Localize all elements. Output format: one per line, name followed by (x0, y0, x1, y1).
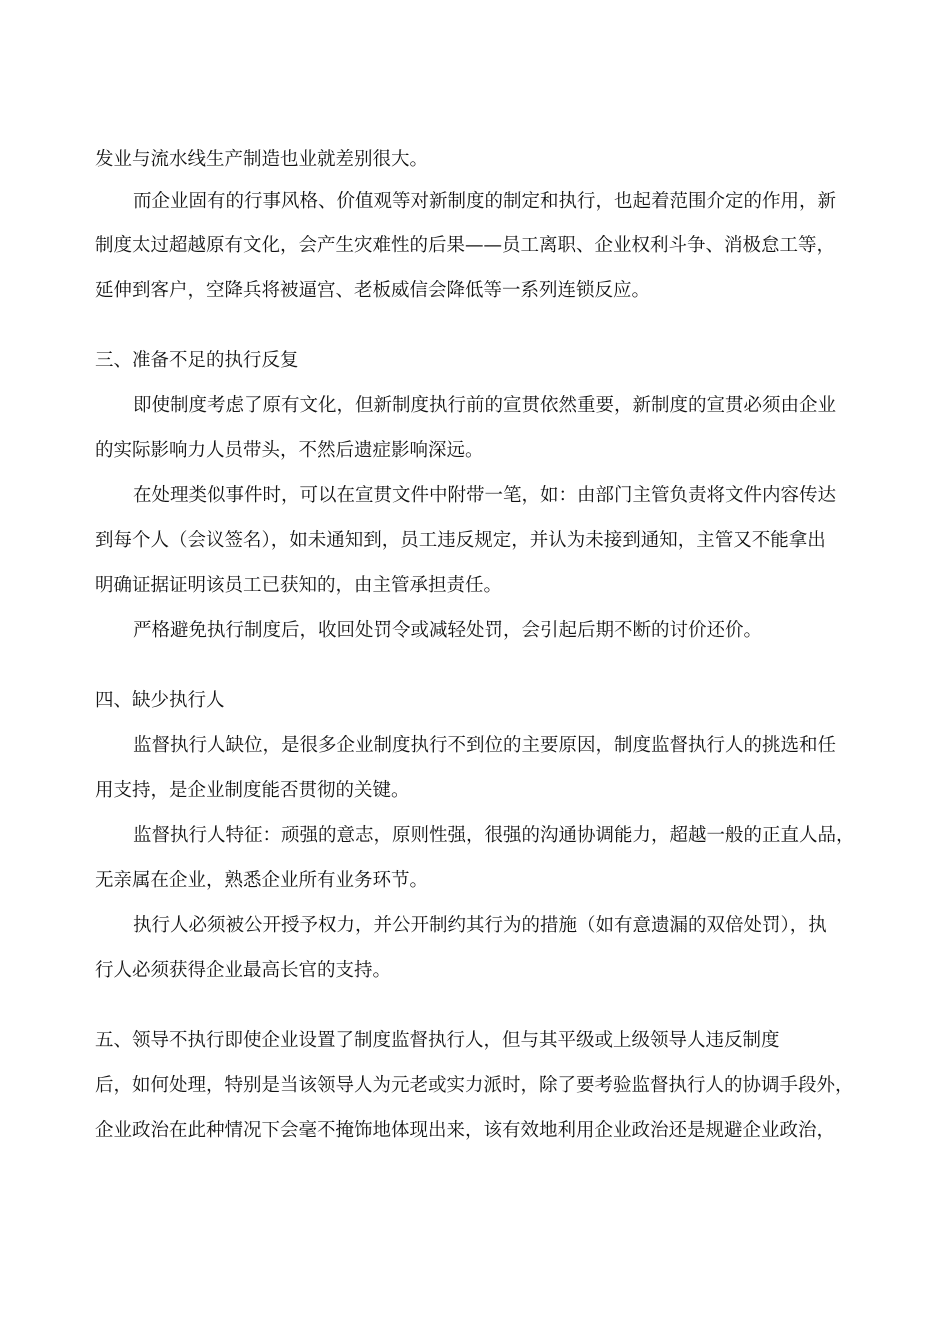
body-paragraph-avoid-line-1: 严格避免执行制度后，收回处罚令或减轻处罚，会引起后期不断的讨价还价。 (133, 620, 763, 641)
body-paragraph-supervisor-line-1: 监督执行人缺位，是很多企业制度执行不到位的主要原因，制度监督执行人的挑选和任 (133, 735, 837, 756)
body-paragraph-traits-line-2: 无亲属在企业，熟悉企业所有业务环节。 (95, 870, 429, 891)
body-paragraph-leader-line-2: 企业政治在此种情况下会毫不掩饰地体现出来，该有效地利用企业政治还是规避企业政治， (95, 1120, 836, 1141)
body-paragraph-authority-line-1: 执行人必须被公开授予权力，并公开制约其行为的措施（如有意遗漏的双倍处罚），执 (133, 915, 827, 936)
body-paragraph-traits-line-1: 监督执行人特征：顽强的意志，原则性强，很强的沟通协调能力，超越一般的正直人品， (133, 825, 855, 846)
body-paragraph-authority-line-2: 行人必须获得企业最高长官的支持。 (95, 960, 392, 981)
section-heading-5: 五、领导不执行即使企业设置了制度监督执行人，但与其平级或上级领导人违反制度 (95, 1030, 780, 1051)
body-paragraph-leader-line-1: 后，如何处理，特别是当该领导人为元老或实力派时，除了要考验监督执行人的协调手段外， (95, 1075, 854, 1096)
section-heading-3: 三、准备不足的执行反复 (95, 350, 299, 371)
section-heading-4: 四、缺少执行人 (95, 690, 225, 711)
body-paragraph-culture-line-1: 而企业固有的行事风格、价值观等对新制度的制定和执行，也起着范围介定的作用，新 (133, 191, 837, 212)
body-paragraph-supervisor-line-2: 用支持，是企业制度能否贯彻的关键。 (95, 780, 410, 801)
body-paragraph-culture-line-3: 延伸到客户，空降兵将被逼宫、老板威信会降低等一系列连锁反应。 (95, 280, 651, 301)
body-paragraph-culture-line-2: 制度太过超越原有文化，会产生灾难性的后果——员工离职、企业权利斗争、消极怠工等， (95, 235, 836, 256)
body-paragraph-handling-line-3: 明确证据证明该员工已获知的，由主管承担责任。 (95, 575, 503, 596)
body-paragraph-promotion-line-1: 即使制度考虑了原有文化，但新制度执行前的宣贯依然重要，新制度的宣贯必须由企业 (133, 395, 837, 416)
body-paragraph-handling-line-2: 到每个人（会议签名），如未通知到，员工违反规定，并认为未接到通知，主管又不能拿出 (95, 530, 826, 551)
body-line-continuation: 发业与流水线生产制造也业就差别很大。 (95, 149, 429, 170)
body-paragraph-handling-line-1: 在处理类似事件时，可以在宣贯文件中附带一笔，如：由部门主管负责将文件内容传达 (133, 485, 837, 506)
body-paragraph-promotion-line-2: 的实际影响力人员带头，不然后遗症影响深远。 (95, 440, 484, 461)
